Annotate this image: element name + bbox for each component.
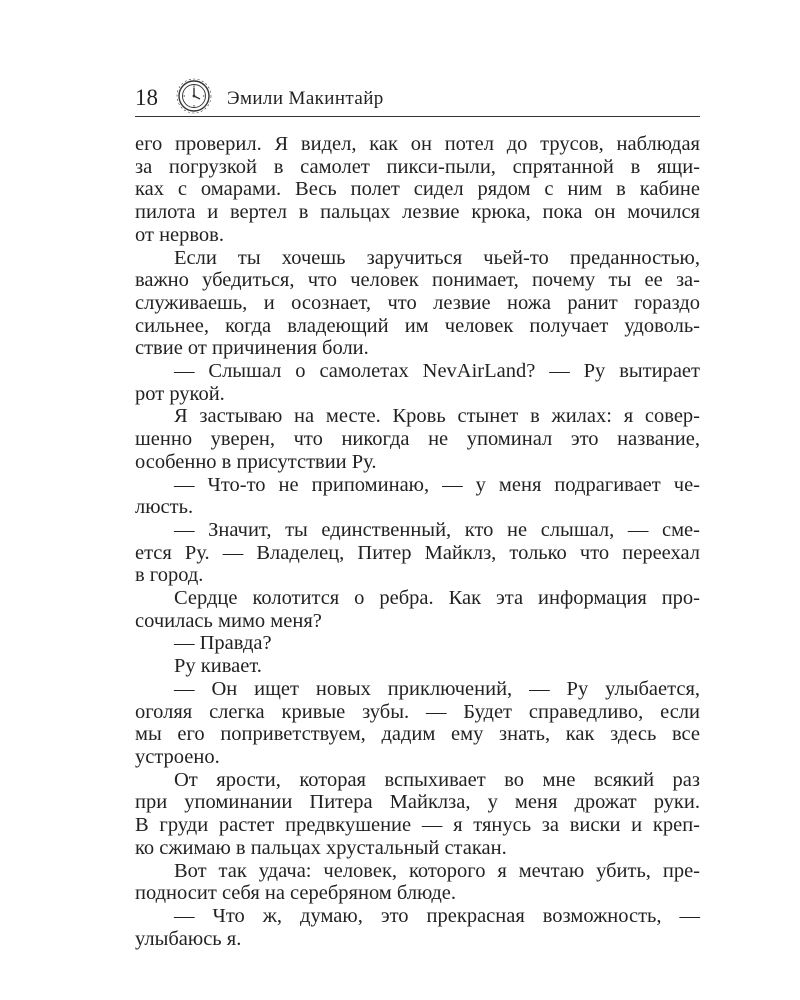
text-line: ках с омарами. Весь полет сидел рядом с ним в кабине [135,178,700,201]
text-line: ствие от причинения боли. [135,337,369,360]
text-line: особенно в присутствии Ру. [135,450,377,473]
text-line: — Что ж, думаю, это прекрасная возможность, — [174,904,700,927]
page-header [135,74,700,117]
text-line: мы его поприветствуем, дадим ему знать, как здесь все [135,723,700,746]
text-line: устроено. [135,745,220,768]
body-text [135,133,700,950]
text-line: — Он ищет новых приключений, — Ру улыбается, [174,677,700,700]
text-line: за погрузкой в самолет пикси-пыли, спрятанной в ящи- [135,155,700,178]
text-line: — Значит, ты единственный, кто не слышал, — сме- [174,518,700,541]
text-line: при упоминании Питера Майклза, у меня дрожат руки. [135,791,700,814]
text-line: — Слышал о самолетах NevAirLand? — Ру вытирает [174,360,700,383]
text-line: Вот так удача: человек, которого я мечтаю убить, пре- [174,859,700,882]
text-line: От ярости, которая вспыхивает во мне всякий раз [174,768,700,791]
text-line: Если ты хочешь заручиться чьей-то преданностью, [174,246,700,269]
text-line: Сердце колотится о ребра. Как эта информация про- [174,587,700,610]
text-line: оголяя слегка кривые зубы. — Будет справедливо, если [135,700,700,723]
text-line: сочилась мимо меня? [135,609,322,632]
text-line: В груди растет предвкушение — я тянусь за виски и креп- [135,814,700,837]
text-line: его проверил. Я видел, как он потел до трусов, наблюдая [135,133,700,155]
text-line: от нервов. [135,223,224,246]
text-line: сильнее, когда владеющий им человек получает удоволь- [135,314,700,337]
text-line: ется Ру. — Владелец, Питер Майклз, только что переехал [135,541,700,564]
page-number: 18 [135,85,158,110]
clock-ornament-icon [175,78,213,114]
text-line: — Что-то не припоминаю, — у меня подрагивает че- [174,473,700,496]
text-line: Ру кивает. [174,655,262,678]
text-line: ко сжимаю в пальцах хрустальный стакан. [135,836,507,859]
text-line: улыбаюсь я. [135,927,242,950]
text-line: рот рукой. [135,382,225,405]
text-line: в город. [135,564,204,587]
text-line: люсть. [135,496,194,519]
text-line: важно убедиться, что человек понимает, почему ты ее за- [135,269,700,292]
text-line: служиваешь, и осознает, что лезвие ножа ранит гораздо [135,291,700,314]
text-line: — Правда? [174,632,272,655]
text-line: подносит себя на серебряном блюде. [135,882,456,905]
text-line: пилота и вертел в пальцах лезвие крюка, пока он мочился [135,201,700,224]
text-line: шенно уверен, что никогда не упоминал это название, [135,428,700,451]
text-line: Я застываю на месте. Кровь стынет в жилах: я совер- [174,405,700,428]
running-head: Эмили Макинтайр [227,88,384,109]
